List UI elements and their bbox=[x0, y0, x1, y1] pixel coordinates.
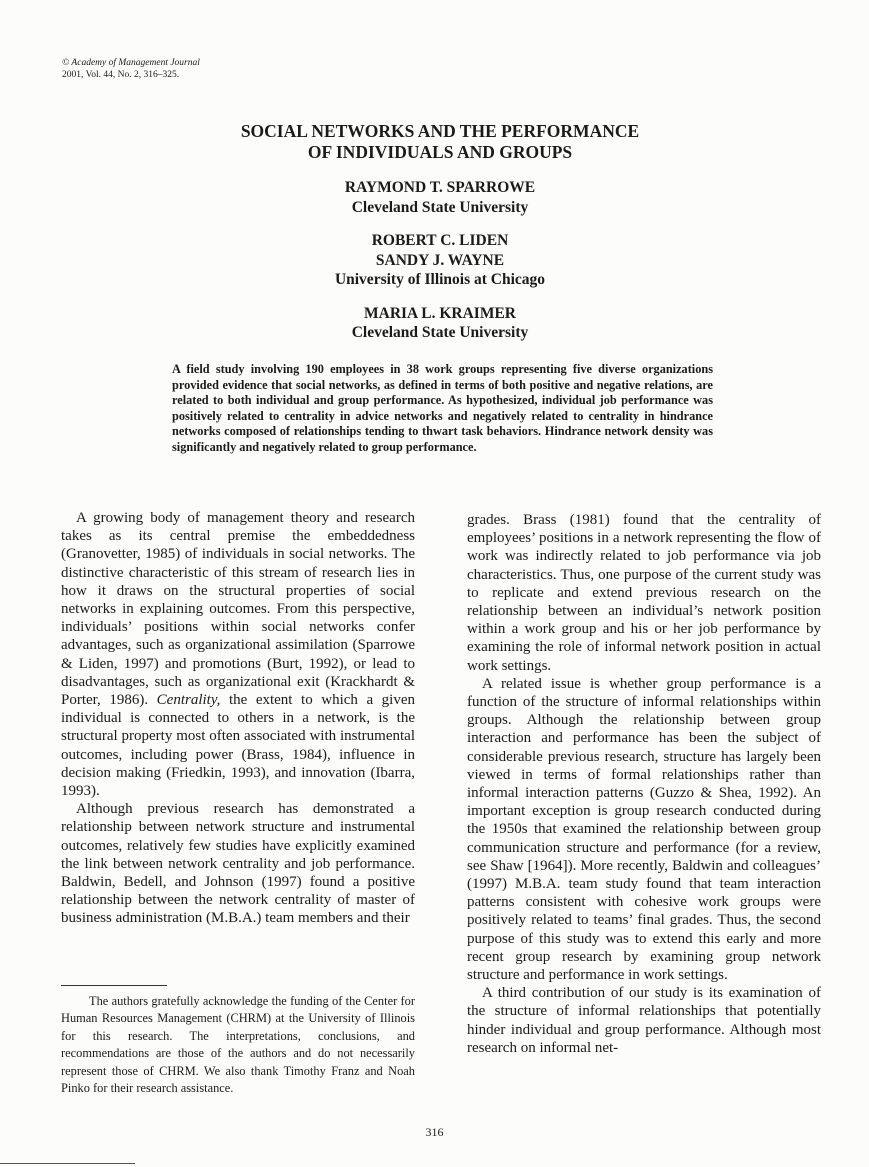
page-number: 316 bbox=[425, 1125, 444, 1139]
right-column bbox=[467, 511, 821, 1057]
scan-edge-line bbox=[0, 1163, 135, 1164]
author-name: ROBERT C. LIDEN bbox=[371, 232, 509, 249]
author-name: RAYMOND T. SPARROWE bbox=[344, 179, 536, 196]
emphasized-term: Centrality, bbox=[156, 692, 221, 709]
body-paragraph: grades. Brass (1981) found that the centrality of employees’ positions in a network representing the flow of work was indirectly related to job performance via job characteristics. Thus, one purpose of the current study was to replicate and extend previous research on the relationship between an individual’s network position within a work group and his or her job performance by examining the role of informal network position in actual work settings. bbox=[467, 512, 821, 674]
abstract: A field study involving 190 employees in 38 work groups representing five diverse organizations provided evidence that social networks, as defined in terms of both positive and negative relations, are related to both individual and group performance. As hypothesized, individual job performance was positively related to centrality in advice networks and negatively related to centrality in hindrance networks composed of relationships tending to thwart task behaviors. Hindrance network density was significantly and negatively related to group performance. bbox=[172, 362, 713, 454]
author-affiliation: University of Illinois at Chicago bbox=[334, 271, 546, 288]
title-line-1: SOCIAL NETWORKS AND THE PERFORMANCE bbox=[240, 121, 640, 141]
author-group bbox=[200, 231, 680, 290]
footnote-rule bbox=[61, 985, 167, 986]
title-line-2: OF INDIVIDUALS AND GROUPS bbox=[307, 142, 573, 162]
body-paragraph: A third contribution of our study is its examination of the structure of informal relationships that potentially hinder individual and group performance. Although most research on informal net- bbox=[467, 985, 821, 1056]
author-group bbox=[200, 178, 680, 217]
author-name: SANDY J. WAYNE bbox=[375, 251, 505, 269]
body-paragraph bbox=[61, 509, 415, 800]
body-paragraph: Although previous research has demonstrated a relationship between network structure and instrumental outcomes, relatively few studies have explicitly examined the link between network centrality and job performance. Baldwin, Bedell, and Johnson (1997) found a positive relationship between the network centrality of master of business administration (M.B.A.) team members and their bbox=[61, 801, 415, 927]
author-block bbox=[200, 178, 680, 357]
footnote: The authors gratefully acknowledge the funding of the Center for Human Resources Management (CHRM) at the University of Illinois for this research. The interpretations, conclusions, and recommendations are those of the authors and do not necessarily represent those of CHRM. We also thank Timothy Franz and Noah Pinko for their research assistance. bbox=[61, 994, 415, 1096]
journal-citation bbox=[62, 57, 200, 81]
left-column bbox=[61, 509, 415, 928]
paragraph-text: A growing body of management theory and research takes as its central premise the embeddedness (Granovetter, 1985) of individuals in social networks. The distinctive characteristic of this stream of research lies in how it draws on the structural properties of social networks in explaining outcomes. From this perspective, individuals’ positions within social networks confer advantages, such as organizational assimilation (Sparrowe & Liden, 1997) and promotions (Burt, 1992), or lead to disadvantages, such as organizational exit (Krackhardt & Porter, 1986). bbox=[61, 510, 415, 709]
paragraph-text: the extent to which a given individual is connected to others in a network, is the structural property most often associated with instrumental outcomes, including power (Brass, 1984), influence in decision making (Friedkin, 1993), and innovation (Ibarra, 1993). bbox=[61, 692, 415, 800]
author-group bbox=[200, 304, 680, 343]
body-paragraph: A related issue is whether group performance is a function of the structure of informal relationships within groups. Although the relationship between group interaction and performance has been the subject of considerable previous research, structure has largely been viewed in terms of formal relationships rather than informal interaction patterns (Guzzo & Shea, 1992). An important exception is group research conducted during the 1950s that examined the relationship between group communication structure and performance (for a review, see Shaw [1964]). More recently, Baldwin and colleagues’ (1997) M.B.A. team study found that team interaction patterns consistent with cohesive work groups were positively related to teams’ final grades. Thus, the second purpose of this study was to extend this early and more recent group research by examining group network structure and performance in work settings. bbox=[467, 675, 821, 984]
author-affiliation: Cleveland State University bbox=[351, 198, 529, 216]
journal-volume: 2001, Vol. 44, No. 2, 316–325. bbox=[62, 70, 180, 80]
article-title bbox=[150, 121, 730, 163]
author-affiliation: Cleveland State University bbox=[351, 324, 529, 341]
author-name: MARIA L. KRAIMER bbox=[364, 304, 516, 322]
journal-name: © Academy of Management Journal bbox=[62, 58, 200, 68]
